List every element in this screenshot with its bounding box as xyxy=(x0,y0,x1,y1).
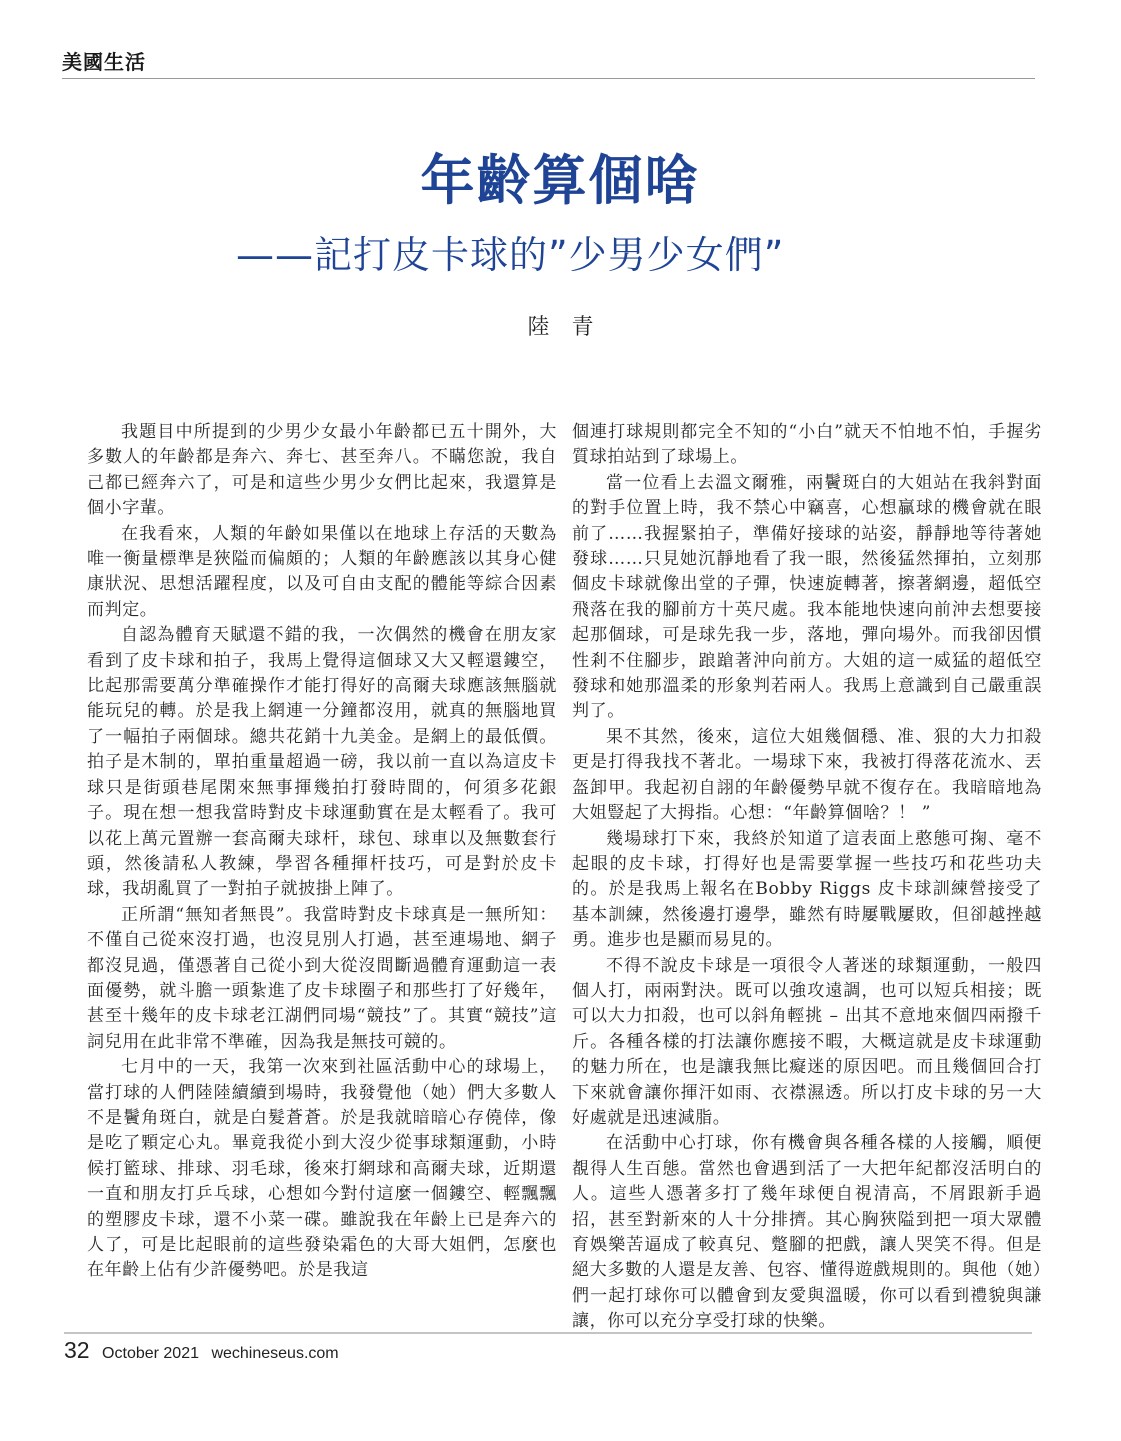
website-link[interactable]: wechineseus.com xyxy=(211,1345,339,1362)
running-header xyxy=(62,44,1035,79)
paragraph: 幾場球打下來，我終於知道了這表面上憨態可掬、毫不起眼的皮卡球，打得好也是需要掌握一些技巧和花些功夫的。於是我馬上報名在Bobby Riggs 皮卡球訓練營接受了基本訓練，然後邊打邊學，雖然有時屢戰屢敗，但卻越挫越勇。進步也是顯而易見的。 xyxy=(572,828,1042,951)
paragraph: 當一位看上去溫文爾雅，兩鬢斑白的大姐站在我斜對面的對手位置上時，我不禁心中竊喜，心想贏球的機會就在眼前了……我握緊拍子，準備好接球的站姿，靜靜地等待著她發球……只見她沉靜地看了我一眼，然後猛然揮拍，立刻那個皮卡球就像出堂的子彈，快速旋轉著，擦著網邊，超低空飛落在我的腳前方十英尺處。我本能地快速向前沖去想要接起那個球，可是球先我一步，落地，彈向場外。而我卻因慣性剎不住腳步，踉蹌著沖向前方。大姐的這一威猛的超低空發球和她那溫柔的形象判若兩人。我馬上意識到自己嚴重誤判了。 xyxy=(572,472,1042,722)
right-column xyxy=(572,420,1042,1335)
issue-date: October 2021 xyxy=(102,1345,199,1362)
paragraph: 我題目中所提到的少男少女最小年齡都已五十開外，大多數人的年齡都是奔六、奔七、甚至奔八。不瞞您說，我自己都已經奔六了，可是和這些少男少女們比起來，我還算是個小字輩。 xyxy=(87,422,557,519)
paragraph: 不得不說皮卡球是一項很令人著迷的球類運動，一般四個人打，兩兩對決。既可以強攻遠調，也可以短兵相接；既可以大力扣殺，也可以斜角輕挑 – 出其不意地來個四兩撥千斤。各種各樣的打法讓你應接不暇，大概這就是皮卡球運動的魅力所在，也是讓我無比癡迷的原因吧。而且幾個回合打下來就會讓你揮汗如雨、衣襟濕透。所以打皮卡球的另一大好處就是迅速減脂。 xyxy=(572,955,1042,1128)
page-footer xyxy=(64,1337,339,1364)
page-number: 32 xyxy=(64,1337,90,1363)
paragraph: 果不其然，後來，這位大姐幾個穩、准、狠的大力扣殺更是打得我找不著北。一場球下來，我被打得落花流水、丟盔卸甲。我起初自詡的年齡優勢早就不復存在。我暗暗地為大姐豎起了大拇指。心想：“年齡算個啥？！ ” xyxy=(572,726,1042,824)
article-subtitle: ——記打皮卡球的”少男少女們” xyxy=(236,233,785,277)
article-title: 年齡算個啥 xyxy=(420,149,701,212)
left-column xyxy=(87,420,557,1284)
paragraph: 在活動中心打球，你有機會與各種各樣的人接觸，順便覩得人生百態。當然也會遇到活了一大把年紀都沒活明白的人。這些人憑著多打了幾年球便自視清高，不屑跟新手過招，甚至對新來的人十分排擠。其心胸狹隘到把一項大眾體育娛樂苦逼成了較真兒、蹩腳的把戲，讓人哭笑不得。但是絕大多數的人還是友善、包容、懂得遊戲規則的。與他（她）們一起打球你可以體會到友愛與溫暖，你可以看到禮貌與謙讓，你可以充分享受打球的快樂。 xyxy=(572,1133,1042,1332)
paragraph: 七月中的一天，我第一次來到社區活動中心的球場上，當打球的人們陸陸續續到場時，我發覺他（她）們大多數人不是鬢角斑白，就是白髮蒼蒼。於是我就暗暗心存僥倖，像是吃了顆定心丸。畢竟我從小到大沒少從事球類運動，小時候打籃球、排球、羽毛球，後來打網球和高爾夫球，近期還一直和朋友打乒乓球，心想如今對付這麼一個鏤空、輕飄飄的塑膠皮卡球，還不小菜一碟。雖說我在年齡上已是奔六的人了，可是比起眼前的這些發染霜色的大哥大姐們，怎麼也在年齡上佔有少許優勢吧。於是我這 xyxy=(87,1057,557,1281)
paragraph: 在我看來，人類的年齡如果僅以在地球上存活的天數為唯一衡量標準是狹隘而偏頗的；人類的年齡應該以其身心健康狀況、思想活躍程度，以及可自由支配的體能等綜合因素而判定。 xyxy=(87,523,557,620)
paragraph: 個連打球規則都完全不知的“小白”就天不怕地不怕，手握劣質球拍站到了球場上。 xyxy=(572,422,1042,468)
footer-divider xyxy=(64,1332,1032,1334)
paragraph: 正所謂“無知者無畏”。我當時對皮卡球真是一無所知：不僅自己從來沒打過，也沒見別人打過，甚至連場地、網子都沒見過，僅憑著自己從小到大從沒間斷過體育運動這一表面優勢，就斗膽一頭紮進了皮卡球圈子和那些打了好幾年，甚至十幾年的皮卡球老江湖們同場“競技”了。其實“競技”這詞兒用在此非常不準確，因為我是無技可競的。 xyxy=(87,904,557,1052)
paragraph: 自認為體育天賦還不錯的我，一次偶然的機會在朋友家看到了皮卡球和拍子，我馬上覺得這個球又大又輕還鏤空，比起那需要萬分準確操作才能打得好的高爾夫球應該無腦就能玩兒的轉。於是我上網連一分鐘都沒用，就真的無腦地買了一幅拍子兩個球。總共花銷十九美金。是網上的最低價。拍子是木制的，單拍重量超過一磅，我以前一直以為這皮卡球只是街頭巷尾閑來無事揮幾拍打發時間的，何須多花銀子。現在想一想我當時對皮卡球運動實在是太輕看了。我可以花上萬元置辦一套高爾夫球杆，球包、球車以及無數套行頭，然後請私人教練，學習各種揮杆技巧，可是對於皮卡球，我胡亂買了一對拍子就披掛上陣了。 xyxy=(87,625,557,900)
article-author: 陸青 xyxy=(527,315,616,340)
section-name: 美國生活 xyxy=(62,50,146,74)
